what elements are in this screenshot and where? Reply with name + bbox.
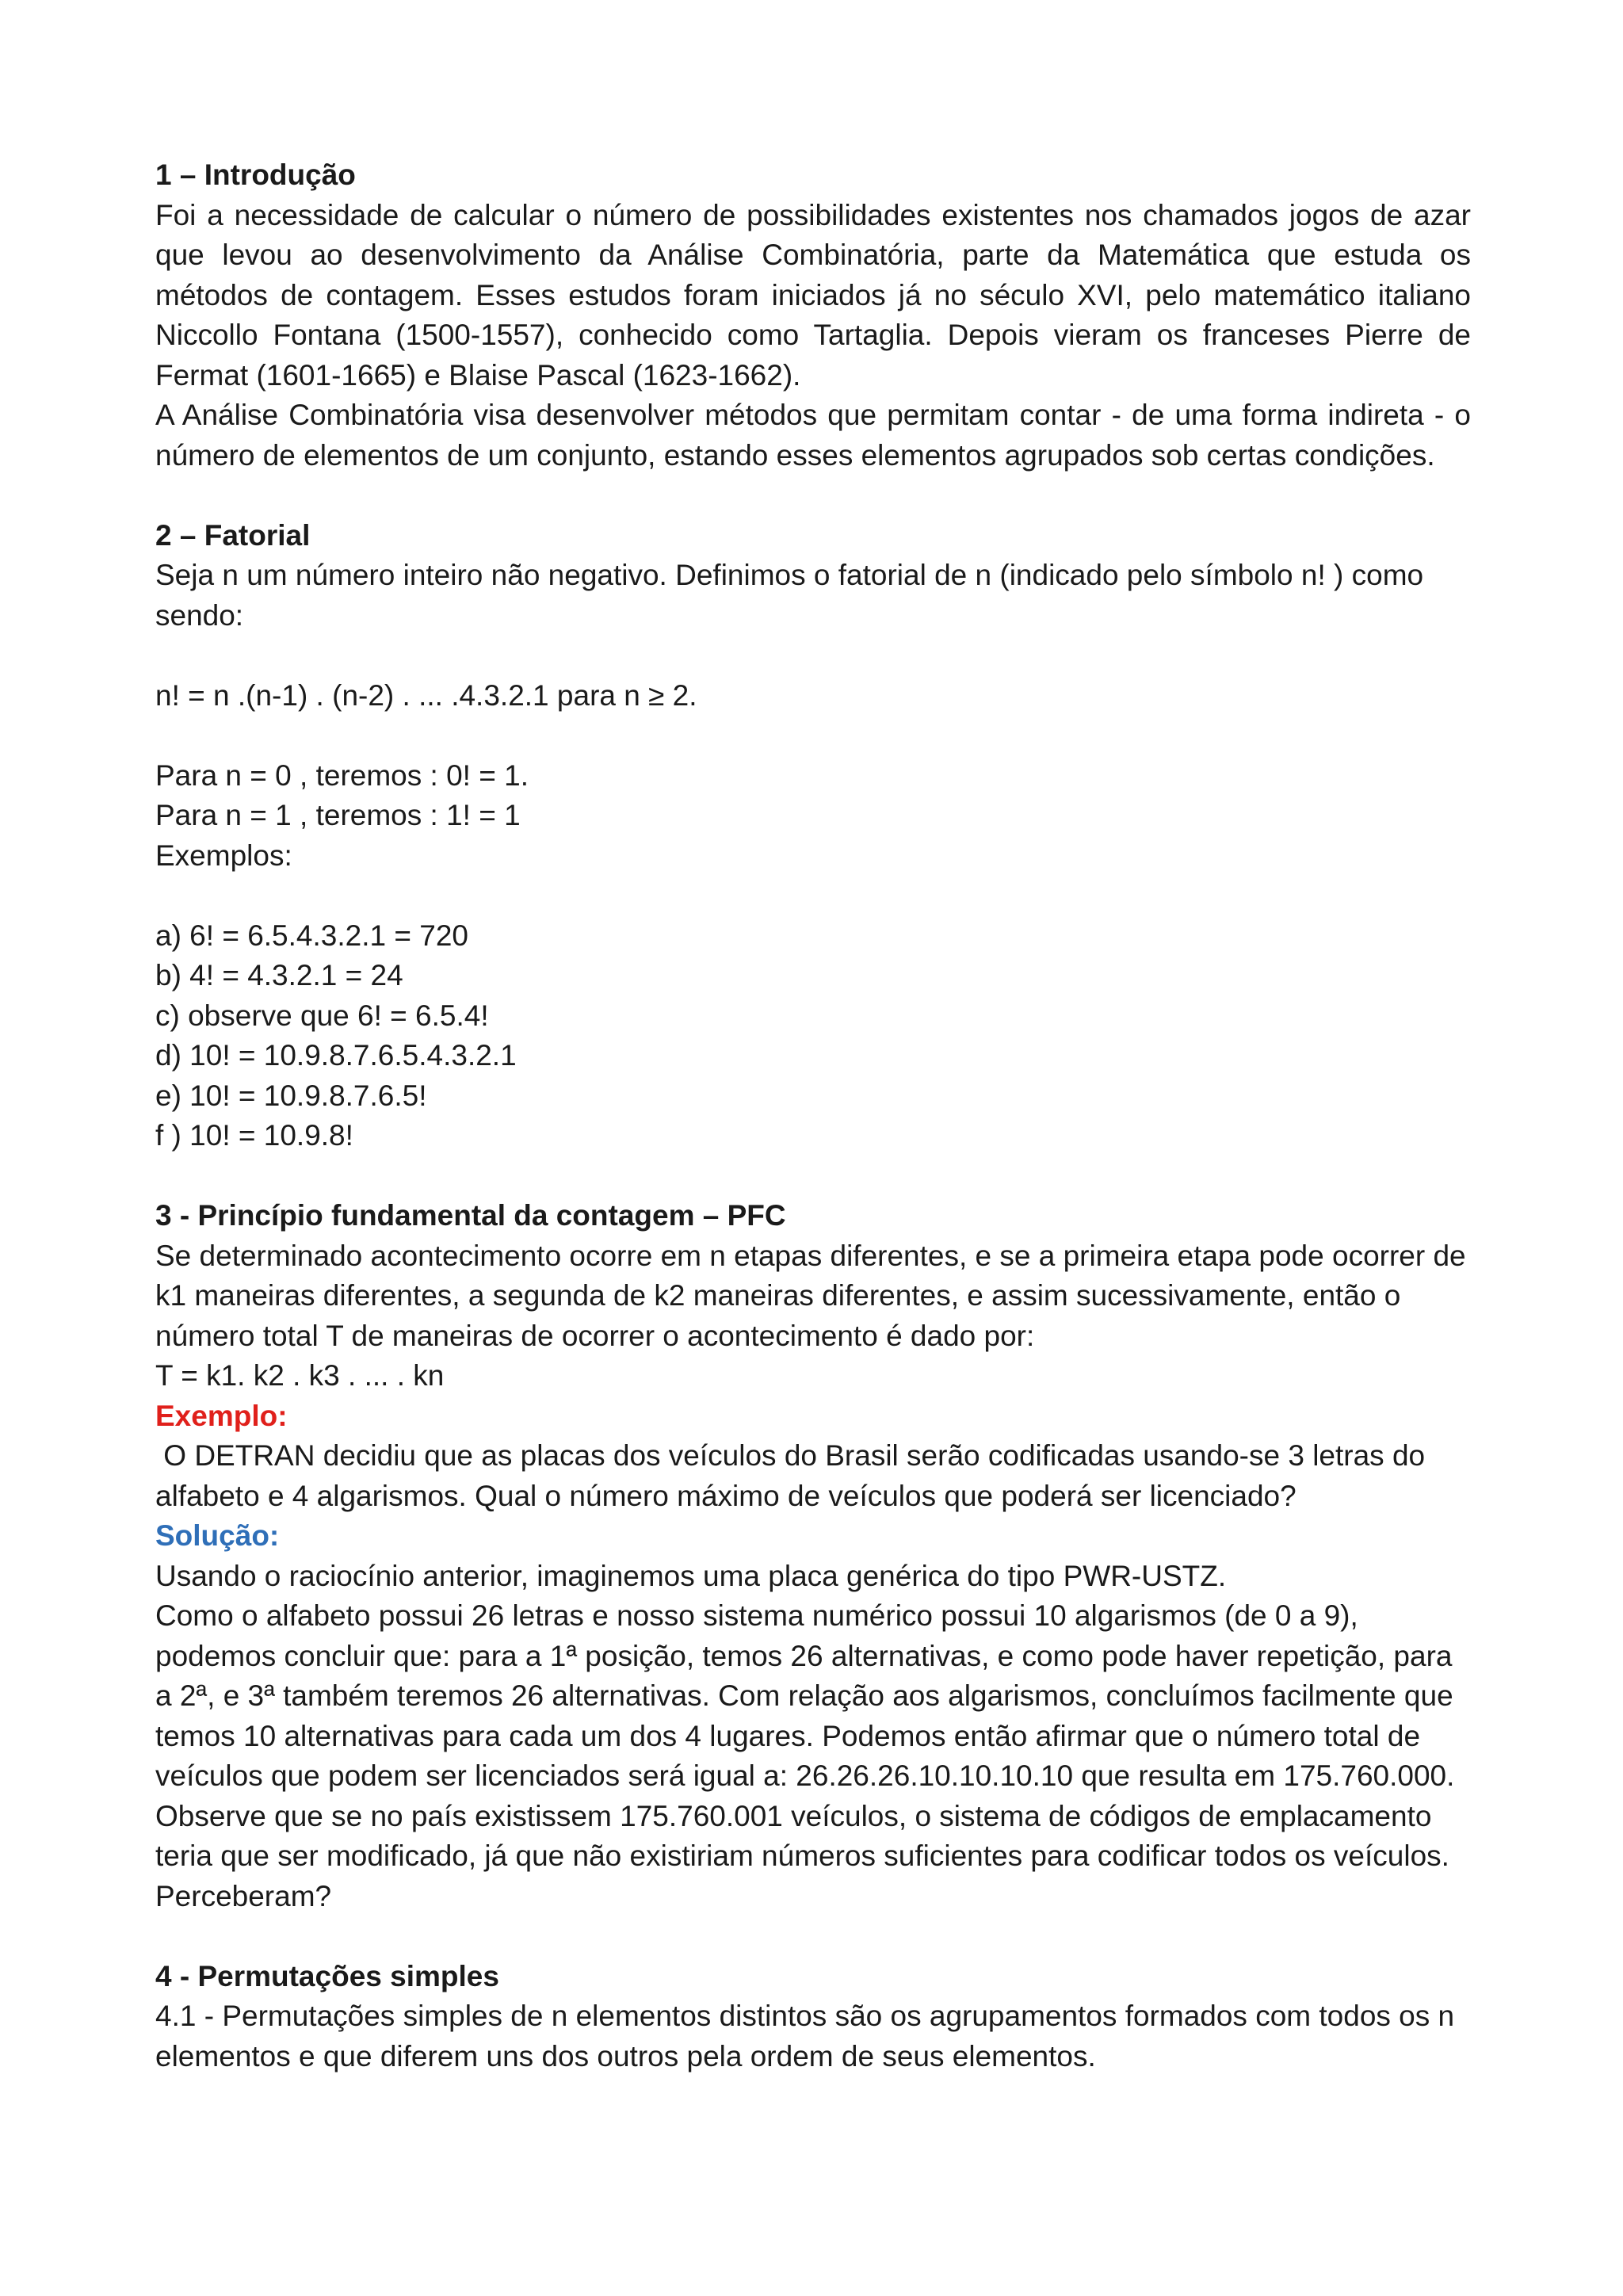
fatorial-example: f ) 10! = 10.9.8! — [155, 1119, 353, 1152]
spacer — [155, 716, 1471, 756]
example-text: O DETRAN decidiu que as placas dos veículos do Brasil serão codificadas usando-se 3 letras do alfabeto e 4 algarismos. Qual o número máximo de veículos que poderá ser licenciado? — [155, 1439, 1434, 1512]
section-heading-fatorial: 2 – Fatorial — [155, 518, 311, 552]
section-heading-pfc: 3 - Princípio fundamental da contagem – PFC — [155, 1199, 786, 1232]
spacer — [155, 1156, 1471, 1197]
intro-paragraph: Foi a necessidade de calcular o número de possibilidades existentes nos chamados jogos de azar que levou ao desenvolvimento da Análise Combinatória, parte da Matemática que estuda os métodos de contagem. Esses estudos foram iniciados já no século XVI, pelo matemático italiano Niccollo Fontana (1500-1557), conhecido como Tartaglia. Depois vieram os franceses Pierre de Fermat (1601-1665) e Blaise Pascal (1623-1662). — [155, 198, 1471, 392]
spacer — [155, 1916, 1471, 1957]
pfc-formula: T = k1. k2 . k3 . ... . kn — [155, 1359, 445, 1392]
fatorial-example: a) 6! = 6.5.4.3.2.1 = 720 — [155, 919, 468, 952]
fatorial-example: d) 10! = 10.9.8.7.6.5.4.3.2.1 — [155, 1039, 517, 1072]
solution-paragraph: Usando o raciocínio anterior, imaginemos uma placa genérica do tipo PWR-USTZ. — [155, 1559, 1227, 1592]
section-heading-permutacoes: 4 - Permutações simples — [155, 1959, 499, 1992]
fatorial-formula: n! = n .(n-1) . (n-2) . ... .4.3.2.1 para n ≥ 2. — [155, 678, 697, 712]
fatorial-definition: Seja n um número inteiro não negativo. Definimos o fatorial de n (indicado pelo símbolo n! ) como sendo: — [155, 559, 1424, 632]
spacer — [155, 636, 1471, 676]
fatorial-case-zero: Para n = 0 , teremos : 0! = 1. — [155, 758, 529, 792]
fatorial-example: c) observe que 6! = 6.5.4! — [155, 999, 489, 1032]
spacer — [155, 476, 1471, 516]
fatorial-example: e) 10! = 10.9.8.7.6.5! — [155, 1079, 427, 1112]
intro-paragraph-2: A Análise Combinatória visa desenvolver métodos que permitam contar - de uma forma indireta - o número de elementos de um conjunto, estando esses elementos agrupados sob certas condições. — [155, 399, 1471, 472]
solution-label: Solução: — [155, 1519, 280, 1552]
pfc-statement: Se determinado acontecimento ocorre em n etapas diferentes, e se a primeira etapa pode ocorrer de k1 maneiras diferentes, a segunda de k2 maneiras diferentes, e assim sucessivamente, então o número total T de maneiras de ocorrer o acontecimento é dado por: — [155, 1239, 1466, 1352]
fatorial-case-one: Para n = 1 , teremos : 1! = 1 — [155, 799, 521, 831]
permutacoes-paragraph: 4.1 - Permutações simples de n elementos distintos são os agrupamentos formados com todos os n elementos e que diferem uns dos outros pela ordem de seus elementos. — [155, 2000, 1455, 2073]
section-heading-introducao: 1 – Introdução — [155, 159, 356, 191]
examples-label: Exemplos: — [155, 839, 292, 872]
solution-paragraph-2: Como o alfabeto possui 26 letras e nosso sistema numérico possui 10 algarismos (de 0 a 9), podemos concluir que: para a 1ª posição, temos 26 alternativas, e como pode haver repetição, para a 2ª, e 3ª também teremos 26 alternativas. Com relação aos algarismos, concluímos facilmente que temos 10 alternativas para cada um dos 4 lugares. Podemos então afirmar que o número total de veículos que podem ser licenciados será igual a: 26.26.26.10.10.10.10 que resulta em 175.760.000. Observe que se no país existissem 175.760.001 veículos, o sistema de códigos de emplacamento teria que ser modificado, já que não existiriam números suficientes para codificar todos os veículos. Perceberam? — [155, 1599, 1455, 1912]
spacer — [155, 876, 1471, 916]
fatorial-example: b) 4! = 4.3.2.1 = 24 — [155, 959, 403, 991]
document-page — [155, 155, 1471, 2076]
example-label: Exemplo: — [155, 1399, 288, 1432]
